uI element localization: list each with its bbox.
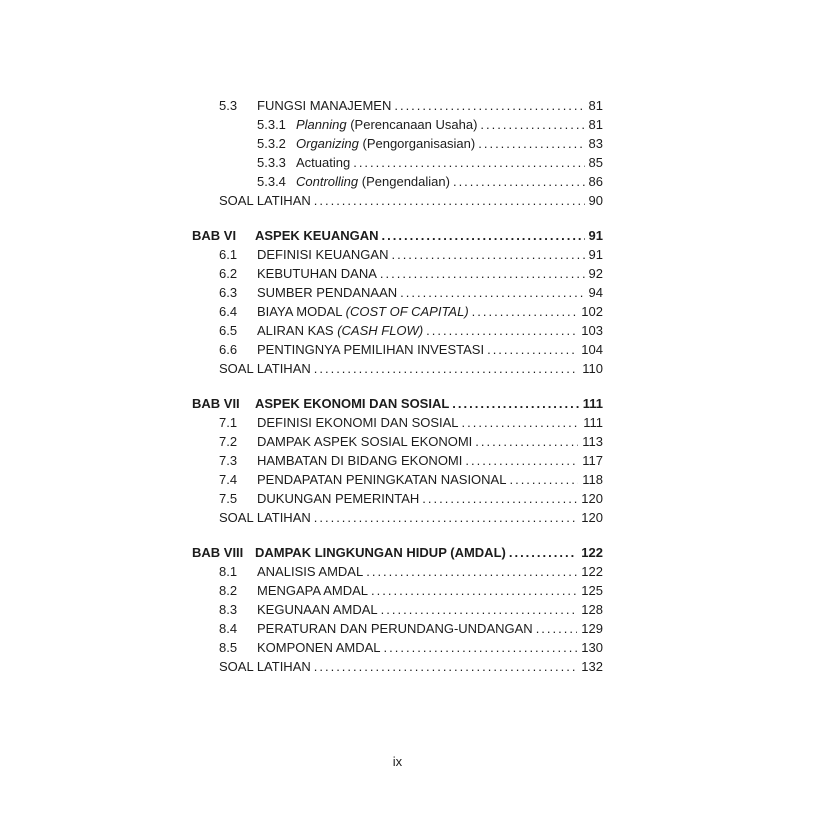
toc-entry-title	[296, 153, 350, 172]
toc-section-entry	[192, 245, 603, 264]
toc-entry-number: 7.4	[219, 472, 238, 487]
dot-leader	[380, 264, 585, 283]
toc-title-italic-part: (CASH FLOW)	[337, 323, 424, 338]
toc-entry-page: 111	[582, 396, 603, 411]
toc-entry-title	[219, 657, 311, 676]
dot-leader	[371, 581, 577, 600]
toc-entry-number: 6.1	[219, 247, 238, 262]
toc-entry-number: 6.5	[219, 323, 238, 338]
toc-subsection-entry	[192, 115, 603, 134]
toc-title-part: ALIRAN KAS	[257, 323, 338, 338]
dot-leader	[472, 302, 578, 321]
dot-leader	[314, 657, 578, 676]
toc-title-part: SOAL LATIHAN	[219, 510, 311, 525]
dot-leader	[480, 115, 584, 134]
toc-title-italic-part: Organizing	[296, 136, 359, 151]
toc-entry-title	[257, 340, 484, 359]
toc-entry-page: 90	[588, 193, 603, 208]
toc-entry-title	[257, 302, 469, 321]
dot-leader	[487, 340, 577, 359]
toc-entry-number: 7.2	[219, 434, 238, 449]
toc-entry-page: 128	[581, 602, 603, 617]
toc-chapter-entry	[192, 394, 603, 413]
toc-entry-number: 8.3	[219, 602, 238, 617]
dot-leader	[353, 153, 584, 172]
toc-title-part: SOAL LATIHAN	[219, 361, 311, 376]
toc-entry-number: 8.4	[219, 621, 238, 636]
toc-title-part: KEGUNAAN AMDAL	[257, 602, 378, 617]
toc-entry-page: 113	[582, 434, 603, 449]
page-number: ix	[392, 754, 403, 769]
dot-leader	[453, 172, 585, 191]
dot-leader	[465, 451, 578, 470]
dot-leader	[382, 226, 585, 245]
toc-soal-entry	[192, 657, 603, 676]
toc-subsection-entry	[192, 153, 603, 172]
toc-entry-page: 111	[583, 415, 603, 430]
toc-entry-page: 92	[588, 266, 603, 281]
toc-entry-page: 120	[581, 510, 603, 525]
toc-section-entry	[192, 562, 603, 581]
dot-leader	[536, 619, 578, 638]
toc-entry-title	[219, 191, 311, 210]
toc-entry-number: BAB VI	[192, 228, 237, 243]
dot-leader	[314, 359, 579, 378]
toc-entry-page: 125	[581, 583, 603, 598]
dot-leader	[478, 134, 584, 153]
toc-title-part: DAMPAK ASPEK SOSIAL EKONOMI	[257, 434, 473, 449]
toc-entry-number: 8.5	[219, 640, 238, 655]
toc-entry-number: 6.6	[219, 342, 238, 357]
toc-section-entry	[192, 451, 603, 470]
toc-entry-title	[257, 321, 423, 340]
toc-section-entry	[192, 413, 603, 432]
toc-entry-number: 6.2	[219, 266, 238, 281]
toc-section-entry	[192, 96, 603, 115]
toc-entry-title	[257, 283, 397, 302]
toc-entry-page: 132	[581, 659, 603, 674]
toc-title-part: SOAL LATIHAN	[219, 659, 311, 674]
toc-section-entry	[192, 470, 603, 489]
dot-leader	[314, 191, 585, 210]
toc-entry-page: 102	[581, 304, 603, 319]
toc-entry-page: 120	[581, 491, 603, 506]
toc-title-italic-part: Controlling	[296, 174, 359, 189]
toc-entry-title	[296, 134, 475, 153]
toc-entry-title	[257, 600, 378, 619]
toc-section-entry	[192, 340, 603, 359]
toc-entry-title	[257, 638, 381, 657]
toc-entry-number: 5.3.1	[257, 117, 286, 132]
dot-leader	[509, 543, 577, 562]
toc-entry-page: 81	[588, 98, 603, 113]
toc-entry-title	[257, 432, 472, 451]
toc-entry-number: 6.3	[219, 285, 238, 300]
toc-group	[192, 394, 603, 527]
toc-chapter-entry	[192, 226, 603, 245]
toc-soal-entry	[192, 191, 603, 210]
toc-entry-number: 7.1	[219, 415, 238, 430]
toc-entry-number: 7.3	[219, 453, 238, 468]
toc-entry-number: 5.3	[219, 98, 238, 113]
toc-title-part: SOAL LATIHAN	[219, 193, 311, 208]
dot-leader	[391, 245, 584, 264]
dot-leader	[366, 562, 577, 581]
toc-entry-page: 86	[588, 174, 603, 189]
dot-leader	[400, 283, 584, 302]
toc-entry-page: 91	[588, 228, 603, 243]
toc-title-part: BIAYA MODAL	[257, 304, 346, 319]
dot-leader	[394, 96, 584, 115]
toc-entry-number: 6.4	[219, 304, 238, 319]
toc-entry-page: 83	[588, 136, 603, 151]
toc-title-italic-part: Planning	[296, 117, 347, 132]
toc-title-part: KOMPONEN AMDAL	[257, 640, 381, 655]
toc-entry-number: BAB VIII	[192, 545, 244, 560]
toc-entry-number: 5.3.4	[257, 174, 286, 189]
toc-entry-title	[257, 581, 368, 600]
toc-section-entry	[192, 321, 603, 340]
toc-title-part: DEFINISI EKONOMI DAN SOSIAL	[257, 415, 459, 430]
toc-entry-title	[257, 245, 388, 264]
toc-entry-title	[255, 394, 449, 413]
toc-title-part: DAMPAK LINGKUNGAN HIDUP (AMDAL)	[255, 545, 506, 560]
toc-soal-entry	[192, 508, 603, 527]
toc-title-italic-part: (COST OF CAPITAL)	[345, 304, 469, 319]
toc-title-part: KEBUTUHAN DANA	[257, 266, 377, 281]
dot-leader	[314, 508, 578, 527]
toc-section-entry	[192, 619, 603, 638]
dot-leader	[475, 432, 578, 451]
toc-entry-title	[257, 489, 419, 508]
toc-entry-title	[257, 562, 363, 581]
toc-section-entry	[192, 489, 603, 508]
toc-title-part: Actuating	[296, 155, 351, 170]
toc-title-part: ANALISIS AMDAL	[257, 564, 364, 579]
toc-entry-title	[219, 508, 311, 527]
toc-entry-page: 104	[581, 342, 603, 357]
dot-leader	[422, 489, 577, 508]
toc-title-part: DUKUNGAN PEMERINTAH	[257, 491, 420, 506]
toc-entry-title	[255, 226, 379, 245]
toc-entry-title	[219, 359, 311, 378]
toc-entry-page: 129	[581, 621, 603, 636]
toc-subsection-entry	[192, 134, 603, 153]
toc-entry-title	[255, 543, 506, 562]
table-of-contents	[192, 96, 603, 676]
toc-title-part: (Pengendalian)	[358, 174, 450, 189]
toc-title-part: (Perencanaan Usaha)	[346, 117, 478, 132]
toc-title-part: (Pengorganisasian)	[358, 136, 476, 151]
toc-section-entry	[192, 264, 603, 283]
toc-entry-title	[296, 172, 450, 191]
toc-entry-page: 117	[582, 453, 603, 468]
toc-entry-page: 91	[588, 247, 603, 262]
toc-title-part: HAMBATAN DI BIDANG EKONOMI	[257, 453, 463, 468]
toc-soal-entry	[192, 359, 603, 378]
dot-leader	[452, 394, 578, 413]
toc-entry-page: 103	[581, 323, 603, 338]
dot-leader	[384, 638, 578, 657]
toc-title-part: FUNGSI MANAJEMEN	[257, 98, 392, 113]
toc-title-part: ASPEK KEUANGAN	[255, 228, 379, 243]
toc-subsection-entry	[192, 172, 603, 191]
toc-entry-title	[257, 413, 459, 432]
toc-entry-number: BAB VII	[192, 396, 240, 411]
toc-title-part: PENDAPATAN PENINGKATAN NASIONAL	[257, 472, 507, 487]
toc-chapter-entry	[192, 543, 603, 562]
toc-entry-title	[257, 470, 506, 489]
toc-entry-title	[257, 264, 377, 283]
toc-entry-title	[257, 619, 533, 638]
toc-section-entry	[192, 432, 603, 451]
toc-section-entry	[192, 600, 603, 619]
toc-entry-title	[257, 451, 462, 470]
toc-section-entry	[192, 581, 603, 600]
toc-entry-number: 7.5	[219, 491, 238, 506]
toc-entry-page: 122	[581, 564, 603, 579]
toc-section-entry	[192, 638, 603, 657]
dot-leader	[462, 413, 580, 432]
toc-title-part: MENGAPA AMDAL	[257, 583, 369, 598]
dot-leader	[426, 321, 577, 340]
toc-entry-number: 5.3.3	[257, 155, 286, 170]
toc-entry-page: 81	[588, 117, 603, 132]
toc-title-part: SUMBER PENDANAAN	[257, 285, 398, 300]
toc-title-part: DEFINISI KEUANGAN	[257, 247, 389, 262]
toc-entry-number: 8.2	[219, 583, 238, 598]
toc-entry-title	[257, 96, 391, 115]
toc-entry-page: 85	[588, 155, 603, 170]
toc-title-part: PERATURAN DAN PERUNDANG-UNDANGAN	[257, 621, 533, 636]
toc-group	[192, 226, 603, 378]
toc-entry-title	[296, 115, 477, 134]
dot-leader	[381, 600, 578, 619]
toc-entry-page: 94	[588, 285, 603, 300]
toc-section-entry	[192, 302, 603, 321]
toc-entry-page: 110	[582, 361, 603, 376]
toc-entry-number: 5.3.2	[257, 136, 286, 151]
dot-leader	[509, 470, 578, 489]
toc-entry-page: 122	[581, 545, 603, 560]
toc-title-part: ASPEK EKONOMI DAN SOSIAL	[255, 396, 450, 411]
toc-section-entry	[192, 283, 603, 302]
toc-group	[192, 543, 603, 676]
toc-group	[192, 96, 603, 210]
toc-title-part: PENTINGNYA PEMILIHAN INVESTASI	[257, 342, 485, 357]
toc-entry-page: 130	[581, 640, 603, 655]
toc-entry-page: 118	[582, 472, 603, 487]
toc-entry-number: 8.1	[219, 564, 238, 579]
